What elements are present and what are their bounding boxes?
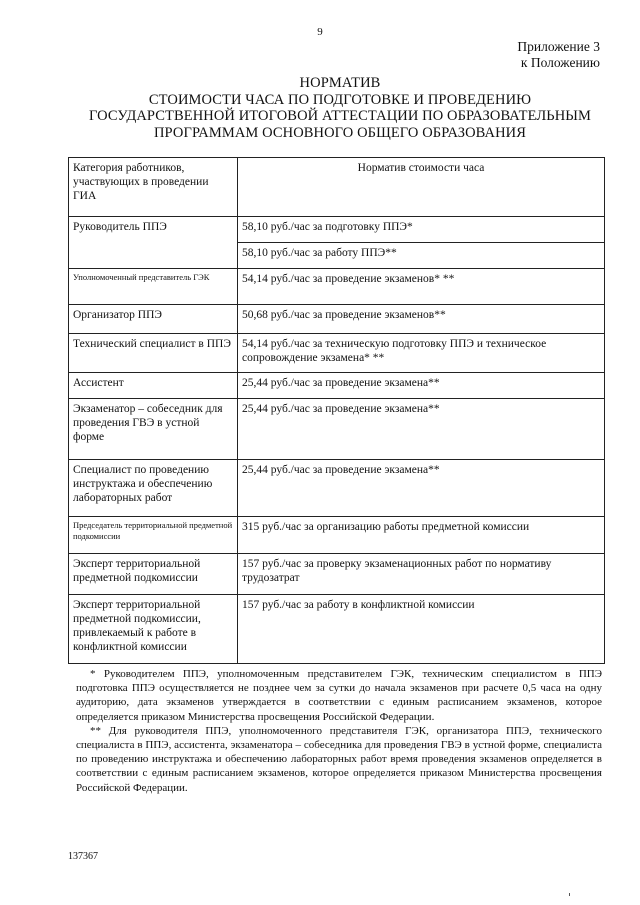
category-cell: Уполномоченный представитель ГЭК [69, 269, 238, 305]
category-cell: Председатель территориальной предметной подкомиссии [69, 517, 238, 554]
category-cell: Эксперт территориальной предметной подкомиссии [69, 554, 238, 595]
appendix-line-2: к Положению [520, 55, 600, 70]
appendix-line-1: Приложение 3 [517, 39, 600, 54]
category-cell: Ассистент [69, 373, 238, 399]
table-row [69, 517, 605, 554]
table-row [69, 269, 605, 305]
title-line-1: НОРМАТИВ [299, 75, 381, 91]
category-cell: Организатор ППЭ [69, 305, 238, 334]
document-title [40, 75, 640, 141]
footnote-1: * Руководителем ППЭ, уполномоченным представителем ГЭК, техническим специалистом в ППЭ подготовка ППЭ осуществляется не позднее чем за сутки до начала экзаменов при расчете 0,5 часа на одну аудиторию, дата экзаменов утверждается в соответствии с единым расписанием экзаменов, которое определяется приказом Министерства просвещения Российской Федерации. [76, 668, 602, 723]
table-row [69, 399, 605, 460]
header-category: Категория работников, участвующих в проведении ГИА [69, 158, 238, 217]
table-row [69, 460, 605, 517]
rate-cell: 58,10 руб./час за работу ППЭ** [238, 243, 605, 269]
rate-cell: 25,44 руб./час за проведение экзамена** [238, 399, 605, 460]
rate-cell: 157 руб./час за проверку экзаменационных работ по нормативу трудозатрат [238, 554, 605, 595]
title-line-4: ПРОГРАММАМ ОСНОВНОГО ОБЩЕГО ОБРАЗОВАНИЯ [153, 124, 526, 141]
table-row [69, 373, 605, 399]
table-row [69, 334, 605, 373]
category-cell: Специалист по проведению инструктажа и обеспечению лабораторных работ [69, 460, 238, 517]
table-row [69, 217, 605, 243]
table-row [69, 305, 605, 334]
rate-cell: 54,14 руб./час за техническую подготовку ППЭ и техническое сопровождение экзамена* ** [238, 334, 605, 373]
table-row [69, 554, 605, 595]
rate-cell: 58,10 руб./час за подготовку ППЭ* [238, 217, 605, 243]
scan-mark [569, 893, 570, 896]
rates-table [68, 157, 605, 664]
title-line-3: ГОСУДАРСТВЕННОЙ ИТОГОВОЙ АТТЕСТАЦИИ ПО ОБРАЗОВАТЕЛЬНЫМ [88, 108, 592, 124]
rate-cell: 54,14 руб./час за проведение экзаменов* ** [238, 269, 605, 305]
rate-cell: 157 руб./час за работу в конфликтной комиссии [238, 595, 605, 664]
footnote-2: ** Для руководителя ППЭ, уполномоченного представителя ГЭК, организатора ППЭ, технического специалиста в ППЭ, ассистента, экзаменатора – собеседника для проведения ГВЭ в устной форме, специалиста по проведению инструктажа и обеспечению лабораторных работ время проведения экзаменов определяется в соответствии с единым расписанием экзаменов, которое определяется приказом Министерства просвещения Российской Федерации. [76, 724, 602, 794]
category-cell: Руководитель ППЭ [69, 217, 238, 269]
category-cell: Экзаменатор – собеседник для проведения ГВЭ в устной форме [69, 399, 238, 460]
table-header-row [69, 158, 605, 217]
document-code: 137367 [68, 851, 98, 862]
appendix-reference [517, 39, 600, 71]
rate-cell: 315 руб./час за организацию работы предметной комиссии [238, 517, 605, 554]
table-row [69, 595, 605, 664]
page-number: 9 [317, 26, 323, 38]
title-line-2: СТОИМОСТИ ЧАСА ПО ПОДГОТОВКЕ И ПРОВЕДЕНИЮ [148, 91, 532, 108]
category-cell: Эксперт территориальной предметной подкомиссии, привлекаемый к работе в конфликтной комиссии [69, 595, 238, 664]
category-cell: Технический специалист в ППЭ [69, 334, 238, 373]
rate-cell: 25,44 руб./час за проведение экзамена** [238, 373, 605, 399]
rate-cell: 25,44 руб./час за проведение экзамена** [238, 460, 605, 517]
header-rate: Норматив стоимости часа [238, 158, 605, 217]
footnotes [76, 667, 602, 795]
rate-cell: 50,68 руб./час за проведение экзаменов** [238, 305, 605, 334]
